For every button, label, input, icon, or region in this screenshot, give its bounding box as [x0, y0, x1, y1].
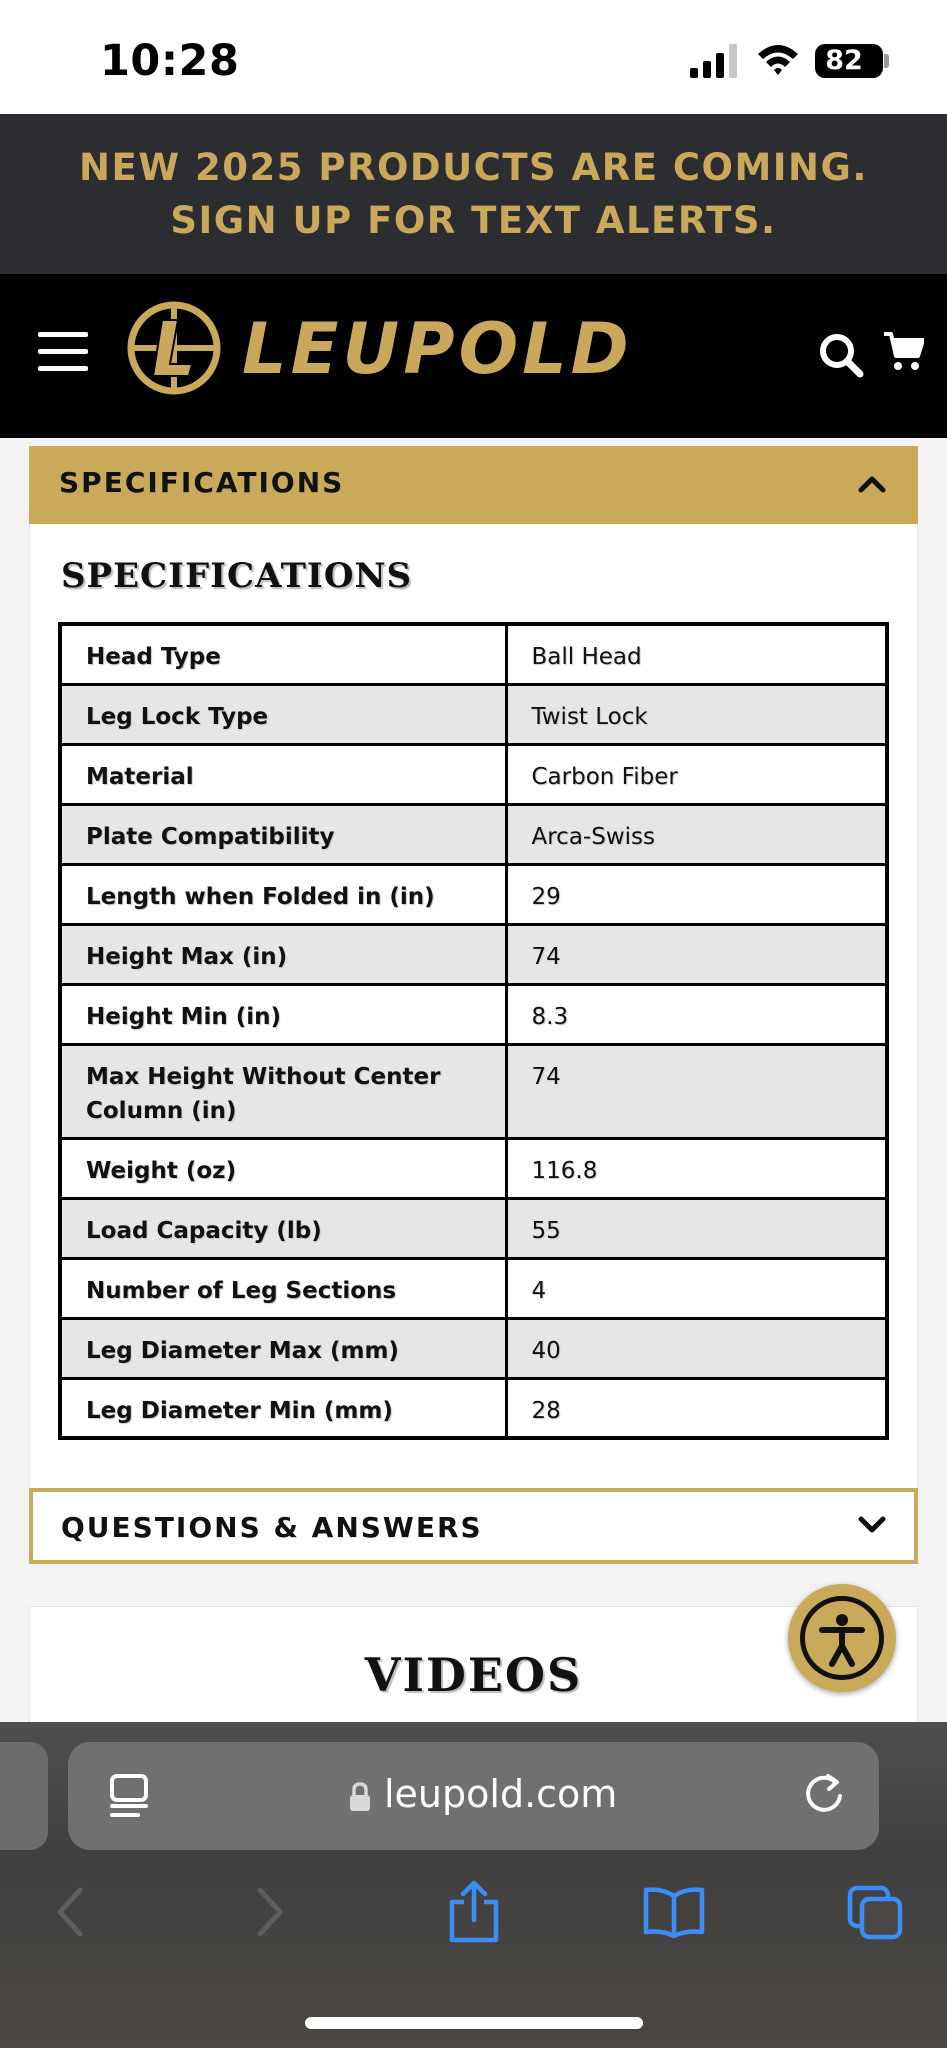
- previous-tab-preview[interactable]: [0, 1742, 48, 1850]
- spec-value: 40: [506, 1318, 887, 1378]
- spec-value: 29: [506, 864, 887, 924]
- leupold-emblem-icon: [124, 298, 224, 398]
- specifications-accordion-toggle[interactable]: [29, 446, 918, 524]
- spec-key: Head Type: [60, 624, 506, 684]
- spec-key: Number of Leg Sections: [60, 1258, 506, 1318]
- spec-key: Plate Compatibility: [60, 804, 506, 864]
- spec-key: Weight (oz): [60, 1138, 506, 1198]
- table-row: [60, 864, 887, 924]
- url-text[interactable]: leupold.com: [384, 1772, 618, 1816]
- forward-icon[interactable]: [256, 1886, 286, 1938]
- spec-value: Ball Head: [506, 624, 887, 684]
- wifi-icon: [756, 42, 800, 76]
- brand-wordmark: LEUPOLD: [242, 308, 633, 390]
- chevron-up-icon[interactable]: [858, 475, 886, 493]
- specifications-table: [58, 622, 889, 1440]
- chevron-down-icon[interactable]: [858, 1516, 886, 1534]
- home-indicator[interactable]: [305, 2017, 643, 2029]
- spec-key: Length when Folded in (in): [60, 864, 506, 924]
- spec-value: 4: [506, 1258, 887, 1318]
- share-icon[interactable]: [446, 1880, 502, 1944]
- spec-key: Leg Diameter Max (mm): [60, 1318, 506, 1378]
- spec-value: Carbon Fiber: [506, 744, 887, 804]
- back-icon[interactable]: [54, 1886, 84, 1938]
- spec-value: Arca-Swiss: [506, 804, 887, 864]
- spec-value: 28: [506, 1378, 887, 1438]
- table-row: [60, 924, 887, 984]
- page-icon[interactable]: [108, 1773, 152, 1819]
- accessibility-button[interactable]: [788, 1584, 896, 1692]
- spec-value: 55: [506, 1198, 887, 1258]
- battery-cap: [884, 54, 889, 68]
- spec-value: 8.3: [506, 984, 887, 1044]
- spec-key: Height Max (in): [60, 924, 506, 984]
- spec-value: Twist Lock: [506, 684, 887, 744]
- spec-key: Leg Diameter Min (mm): [60, 1378, 506, 1438]
- table-row: [60, 1044, 887, 1138]
- spec-key: Leg Lock Type: [60, 684, 506, 744]
- reload-icon[interactable]: [802, 1772, 848, 1818]
- qa-accordion-label: QUESTIONS & ANSWERS: [61, 1511, 483, 1544]
- lock-icon: [348, 1782, 372, 1812]
- search-icon[interactable]: [818, 332, 864, 378]
- specifications-accordion-label: SPECIFICATIONS: [59, 466, 345, 499]
- spec-value: 74: [506, 1044, 887, 1138]
- battery-level: 82: [825, 45, 863, 76]
- cart-icon[interactable]: [884, 330, 924, 374]
- promo-text[interactable]: NEW 2025 PRODUCTS ARE COMING. SIGN UP FOR TEXT ALERTS.: [79, 146, 868, 242]
- qa-accordion-toggle[interactable]: [29, 1488, 918, 1564]
- table-row: [60, 624, 887, 684]
- accessibility-icon: [788, 1584, 896, 1692]
- spec-value: 74: [506, 924, 887, 984]
- status-time: 10:28: [100, 36, 240, 86]
- menu-icon[interactable]: [38, 332, 90, 372]
- leupold-logo[interactable]: [124, 298, 633, 398]
- table-row: [60, 1378, 887, 1438]
- table-row: [60, 1198, 887, 1258]
- tabs-icon[interactable]: [846, 1884, 904, 1940]
- table-row: [60, 1258, 887, 1318]
- table-row: [60, 684, 887, 744]
- table-row: [60, 984, 887, 1044]
- specifications-title: SPECIFICATIONS: [61, 556, 413, 596]
- promo-banner[interactable]: [0, 114, 947, 274]
- spec-key: Material: [60, 744, 506, 804]
- spec-key: Height Min (in): [60, 984, 506, 1044]
- site-header: [0, 274, 947, 438]
- table-row: [60, 1318, 887, 1378]
- table-row: [60, 744, 887, 804]
- table-row: [60, 1138, 887, 1198]
- battery-icon: [815, 44, 883, 78]
- spec-value: 116.8: [506, 1138, 887, 1198]
- bookmarks-icon[interactable]: [642, 1886, 706, 1938]
- spec-key: Load Capacity (lb): [60, 1198, 506, 1258]
- table-row: [60, 804, 887, 864]
- cellular-signal-icon: [690, 44, 742, 78]
- videos-title: VIDEOS: [364, 1648, 583, 1702]
- spec-key: Max Height Without Center Column (in): [60, 1044, 506, 1138]
- status-bar: [0, 0, 947, 114]
